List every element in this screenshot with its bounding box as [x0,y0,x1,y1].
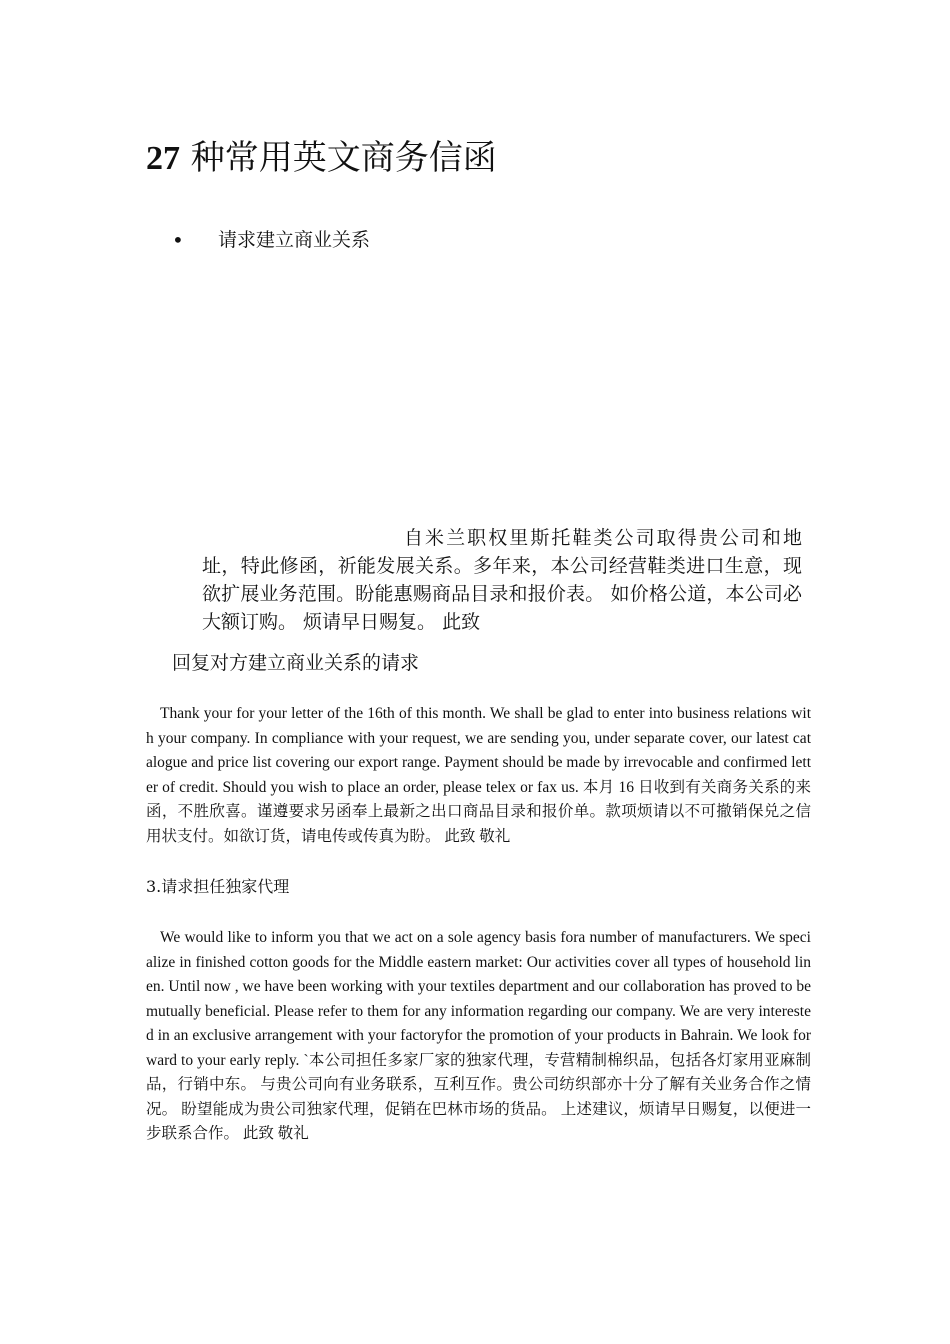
bullet-marker: • [172,228,184,252]
title-text: 种常用英文商务信函 [180,138,497,178]
section-heading-sole-agency: 3.请求担任独家代理 [146,877,290,896]
section-heading-request-relations: 请求建立商业关系 [218,229,371,251]
title-number: 27 [146,140,180,177]
section-heading-reply-relations: 回复对方建立商业关系的请求 [172,652,420,674]
letter-body-reply-relations: Thank your for your letter of the 16th of this month. We shall be glad to enter into business relations with your company. In compliance with your request, we are sending you, under separate cover, our latest catalogue and price list covering our export range. Payment should be made by irrevocable and confirmed letter of credit. Should you wish to place an order, please telex or fax us. 本月 16 日收到有关商务关系的来函，不胜欣喜。谨遵要求另函奉上最新之出口商品目录和报价单。款项烦请以不可撤销保兑之信用状支付。如欲订货，请电传或传真为盼。 此致 敬礼 [146,705,811,845]
letter-body-request-relations: 自米兰职权里斯托鞋类公司取得贵公司和地址，特此修函，祈能发展关系。多年来，本公司经营鞋类进口生意，现欲扩展业务范围。盼能惠赐商品目录和报价表。 如价格公道，本公司必大额订购。 烦请早日赐复。 此致 [202,527,802,633]
page-title [146,136,497,181]
letter-body-sole-agency: We would like to inform you that we act on a sole agency basis fora number of manufacturers. We specialize in finished cotton goods for the Middle eastern market: Our activities cover all types of household linen. Until now , we have been working with your textiles department and our collaboration has proved to be mutually beneficial. Please refer to them for any information regarding our company. We are very interested in an exclusive arrangement with your factoryfor the promotion of your products in Bahrain. We look forward to your early reply. `本公司担任多家厂家的独家代理，专营精制棉织品，包括各灯家用亚麻制品，行销中东。 与贵公司向有业务联系，互利互作。贵公司纺织部亦十分了解有关业务合作之情况。 盼望能成为贵公司独家代理，促销在巴林市场的货品。 上述建议，烦请早日赐复，以便进一步联系合作。 此致 敬礼 [146,929,811,1142]
